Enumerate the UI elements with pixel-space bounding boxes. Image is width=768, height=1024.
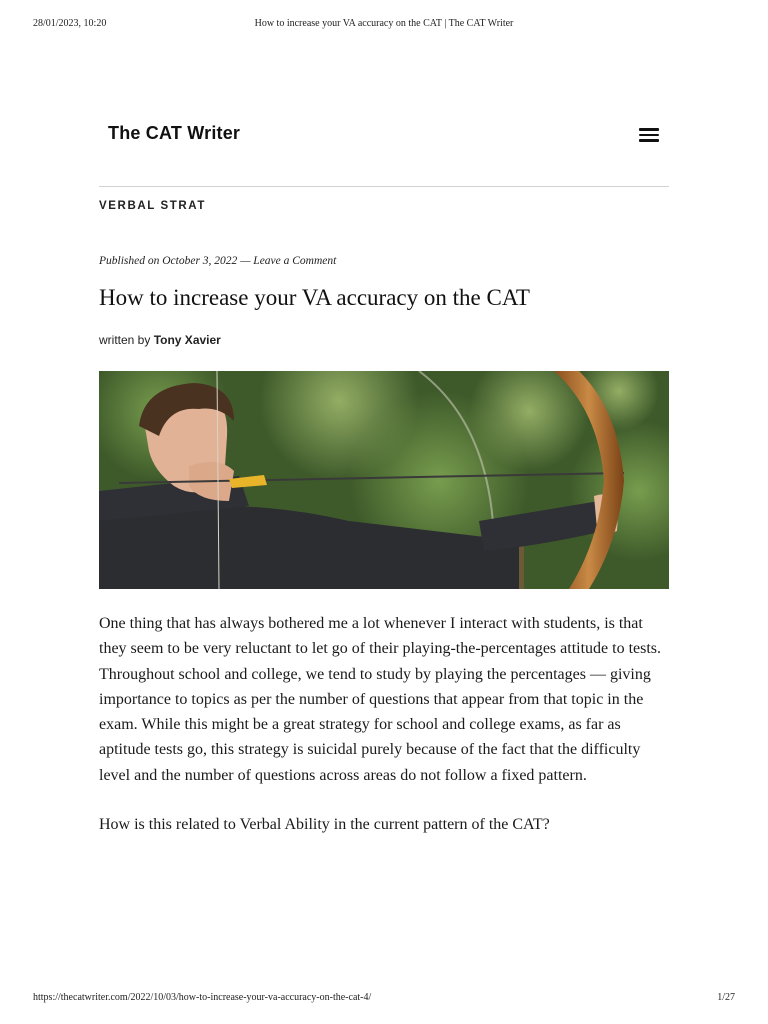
byline-prefix: written by <box>99 333 151 347</box>
article-body <box>99 611 669 861</box>
byline <box>99 333 221 347</box>
article-paragraph-2: How is this related to Verbal Ability in the current pattern of the CAT? <box>99 816 550 834</box>
leave-comment-link[interactable]: Leave a Comment <box>253 255 337 267</box>
published-prefix: Published on <box>99 255 160 267</box>
print-footer <box>33 992 735 1006</box>
featured-image-archer <box>99 371 669 589</box>
meta-separator: — <box>240 255 251 267</box>
print-date: 28/01/2023, 10:20 <box>33 18 107 29</box>
published-date: October 3, 2022 <box>162 255 238 267</box>
print-document-title: How to increase your VA accuracy on the CAT | The CAT Writer <box>254 18 514 29</box>
post-title: How to increase your VA accuracy on the CAT <box>99 285 530 310</box>
post-meta <box>99 255 336 267</box>
print-header <box>33 18 735 32</box>
hamburger-menu-icon[interactable] <box>639 125 659 143</box>
article-paragraph-1: One thing that has always bothered me a lot whenever I interact with students, is that they seem to be very reluctant to let go of their playing-the-percentages attitude to tests. Throughout school and college, we tend to study by playing the percentages — giving importance to topics as per the number of questions that appear from that topic in the exam. While this might be a great strategy for school and college exams, as far as aptitude tests go, this strategy is suicidal purely because of the fact that the difficulty level and the number of questions across areas do not follow a fixed pattern. <box>99 615 662 784</box>
category-link[interactable]: VERBAL STRAT <box>99 200 206 212</box>
print-url: https://thecatwriter.com/2022/10/03/how-to-increase-your-va-accuracy-on-the-cat-4/ <box>33 992 372 1003</box>
print-page-number: 1/27 <box>717 992 735 1003</box>
header-divider <box>99 186 669 187</box>
site-header <box>99 118 669 152</box>
site-title[interactable]: The CAT Writer <box>108 123 241 143</box>
author-link[interactable]: Tony Xavier <box>153 333 221 347</box>
